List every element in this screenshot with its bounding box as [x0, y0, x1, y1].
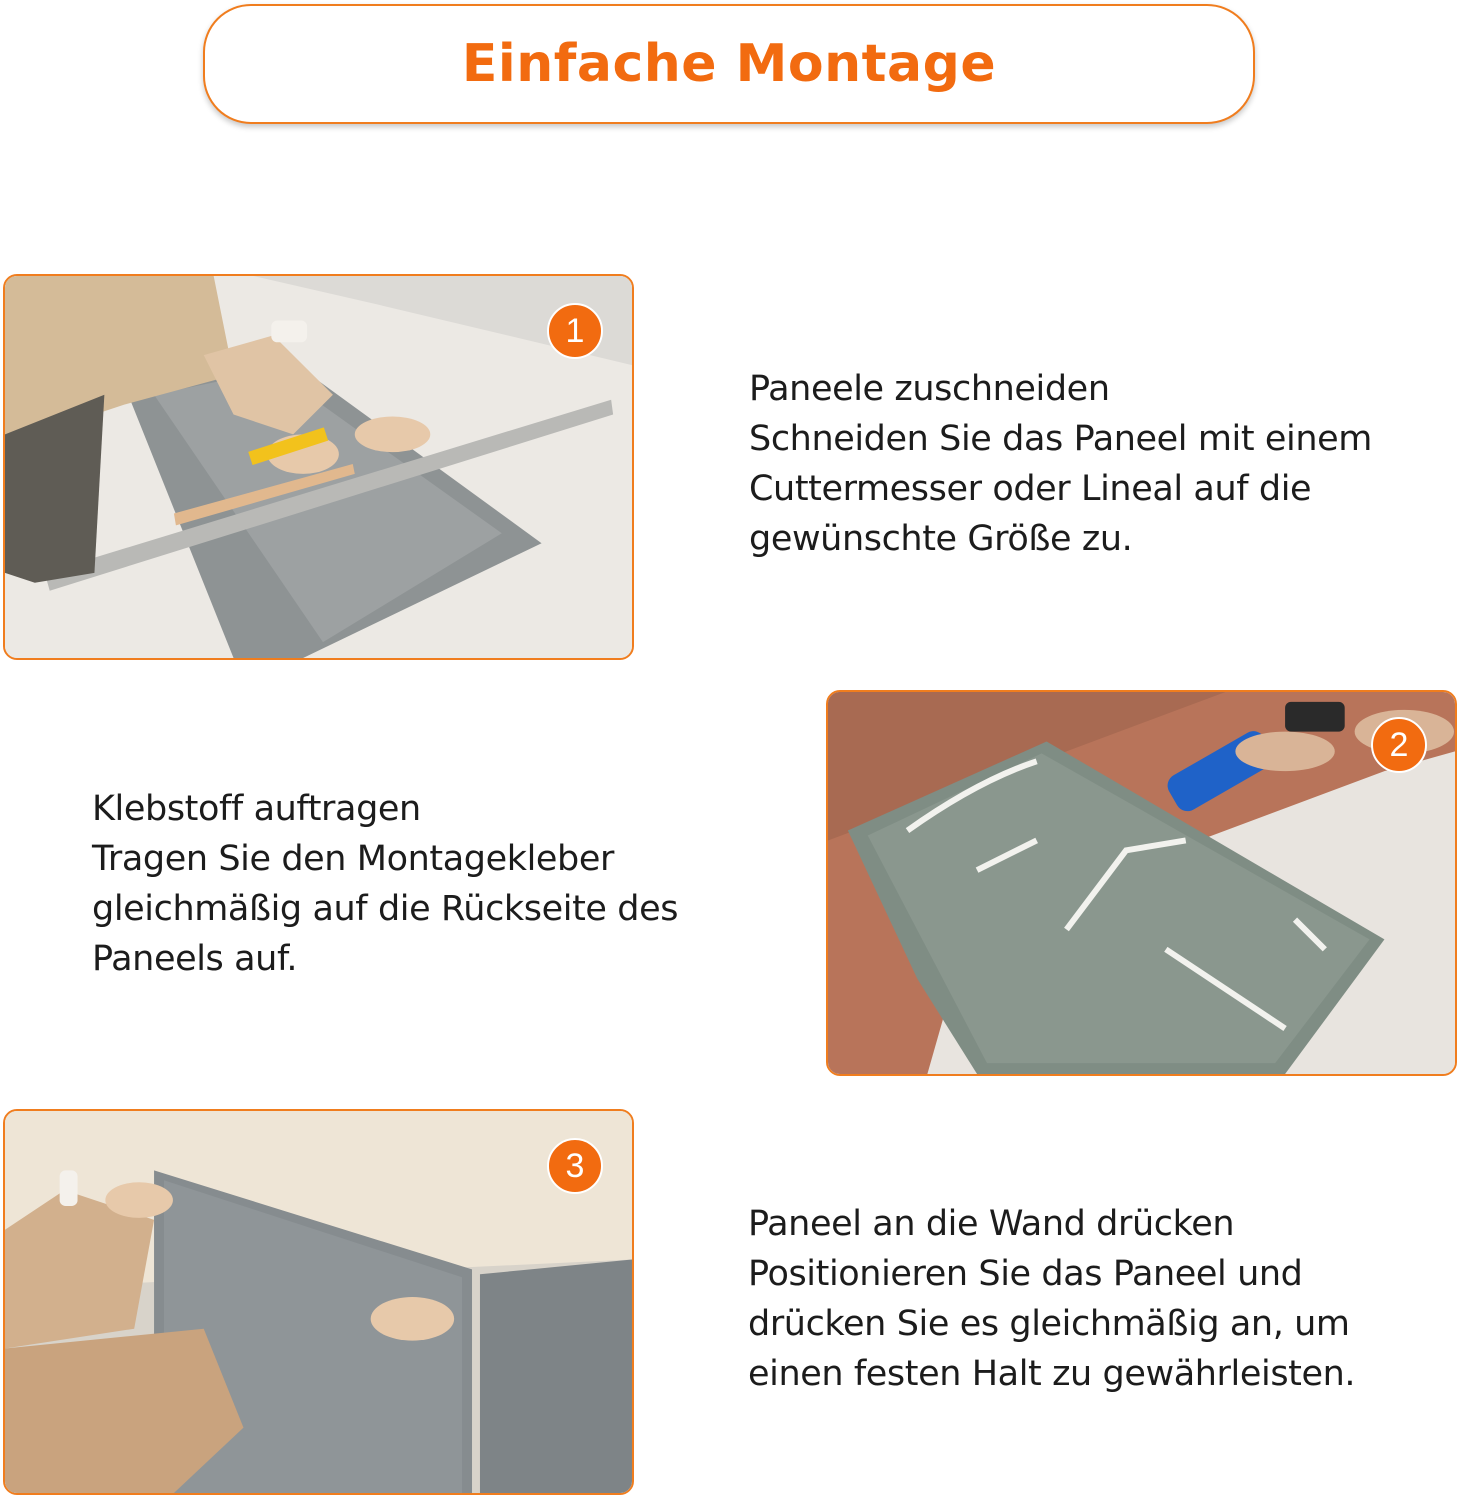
step-2-line-1: Tragen Sie den Montagekleber — [92, 839, 614, 879]
step-3-photo — [3, 1109, 634, 1495]
cutting-panel-illustration — [5, 276, 632, 658]
step-3-heading: Paneel an die Wand drücken — [748, 1204, 1235, 1244]
step-2-photo — [826, 690, 1457, 1076]
step-1-line-2: Cuttermesser oder Lineal auf die — [749, 469, 1312, 509]
step-1-photo — [3, 274, 634, 660]
applying-glue-illustration — [828, 692, 1455, 1074]
step-2-line-3: Paneels auf. — [92, 939, 298, 979]
step-3-line-2: drücken Sie es gleichmäßig an, um — [748, 1304, 1350, 1344]
step-2-badge: 2 — [1371, 717, 1427, 773]
step-2-text — [92, 784, 678, 984]
step-1-text — [749, 364, 1372, 564]
step-3-line-1: Positionieren Sie das Paneel und — [748, 1254, 1303, 1294]
step-1-line-3: gewünschte Größe zu. — [749, 519, 1133, 559]
step-1-line-1: Schneiden Sie das Paneel mit einem — [749, 419, 1372, 459]
step-2-line-2: gleichmäßig auf die Rückseite des — [92, 889, 679, 929]
step-1-heading: Paneele zuschneiden — [749, 369, 1110, 409]
step-3-text — [748, 1199, 1355, 1399]
step-3-line-3: einen festen Halt zu gewährleisten. — [748, 1354, 1356, 1394]
title-banner — [203, 4, 1255, 124]
page-title: Einfache Montage — [461, 34, 997, 94]
step-1-badge: 1 — [547, 303, 603, 359]
step-3-badge: 3 — [547, 1138, 603, 1194]
pressing-panel-illustration — [5, 1111, 632, 1493]
step-2-heading: Klebstoff auftragen — [92, 789, 421, 829]
